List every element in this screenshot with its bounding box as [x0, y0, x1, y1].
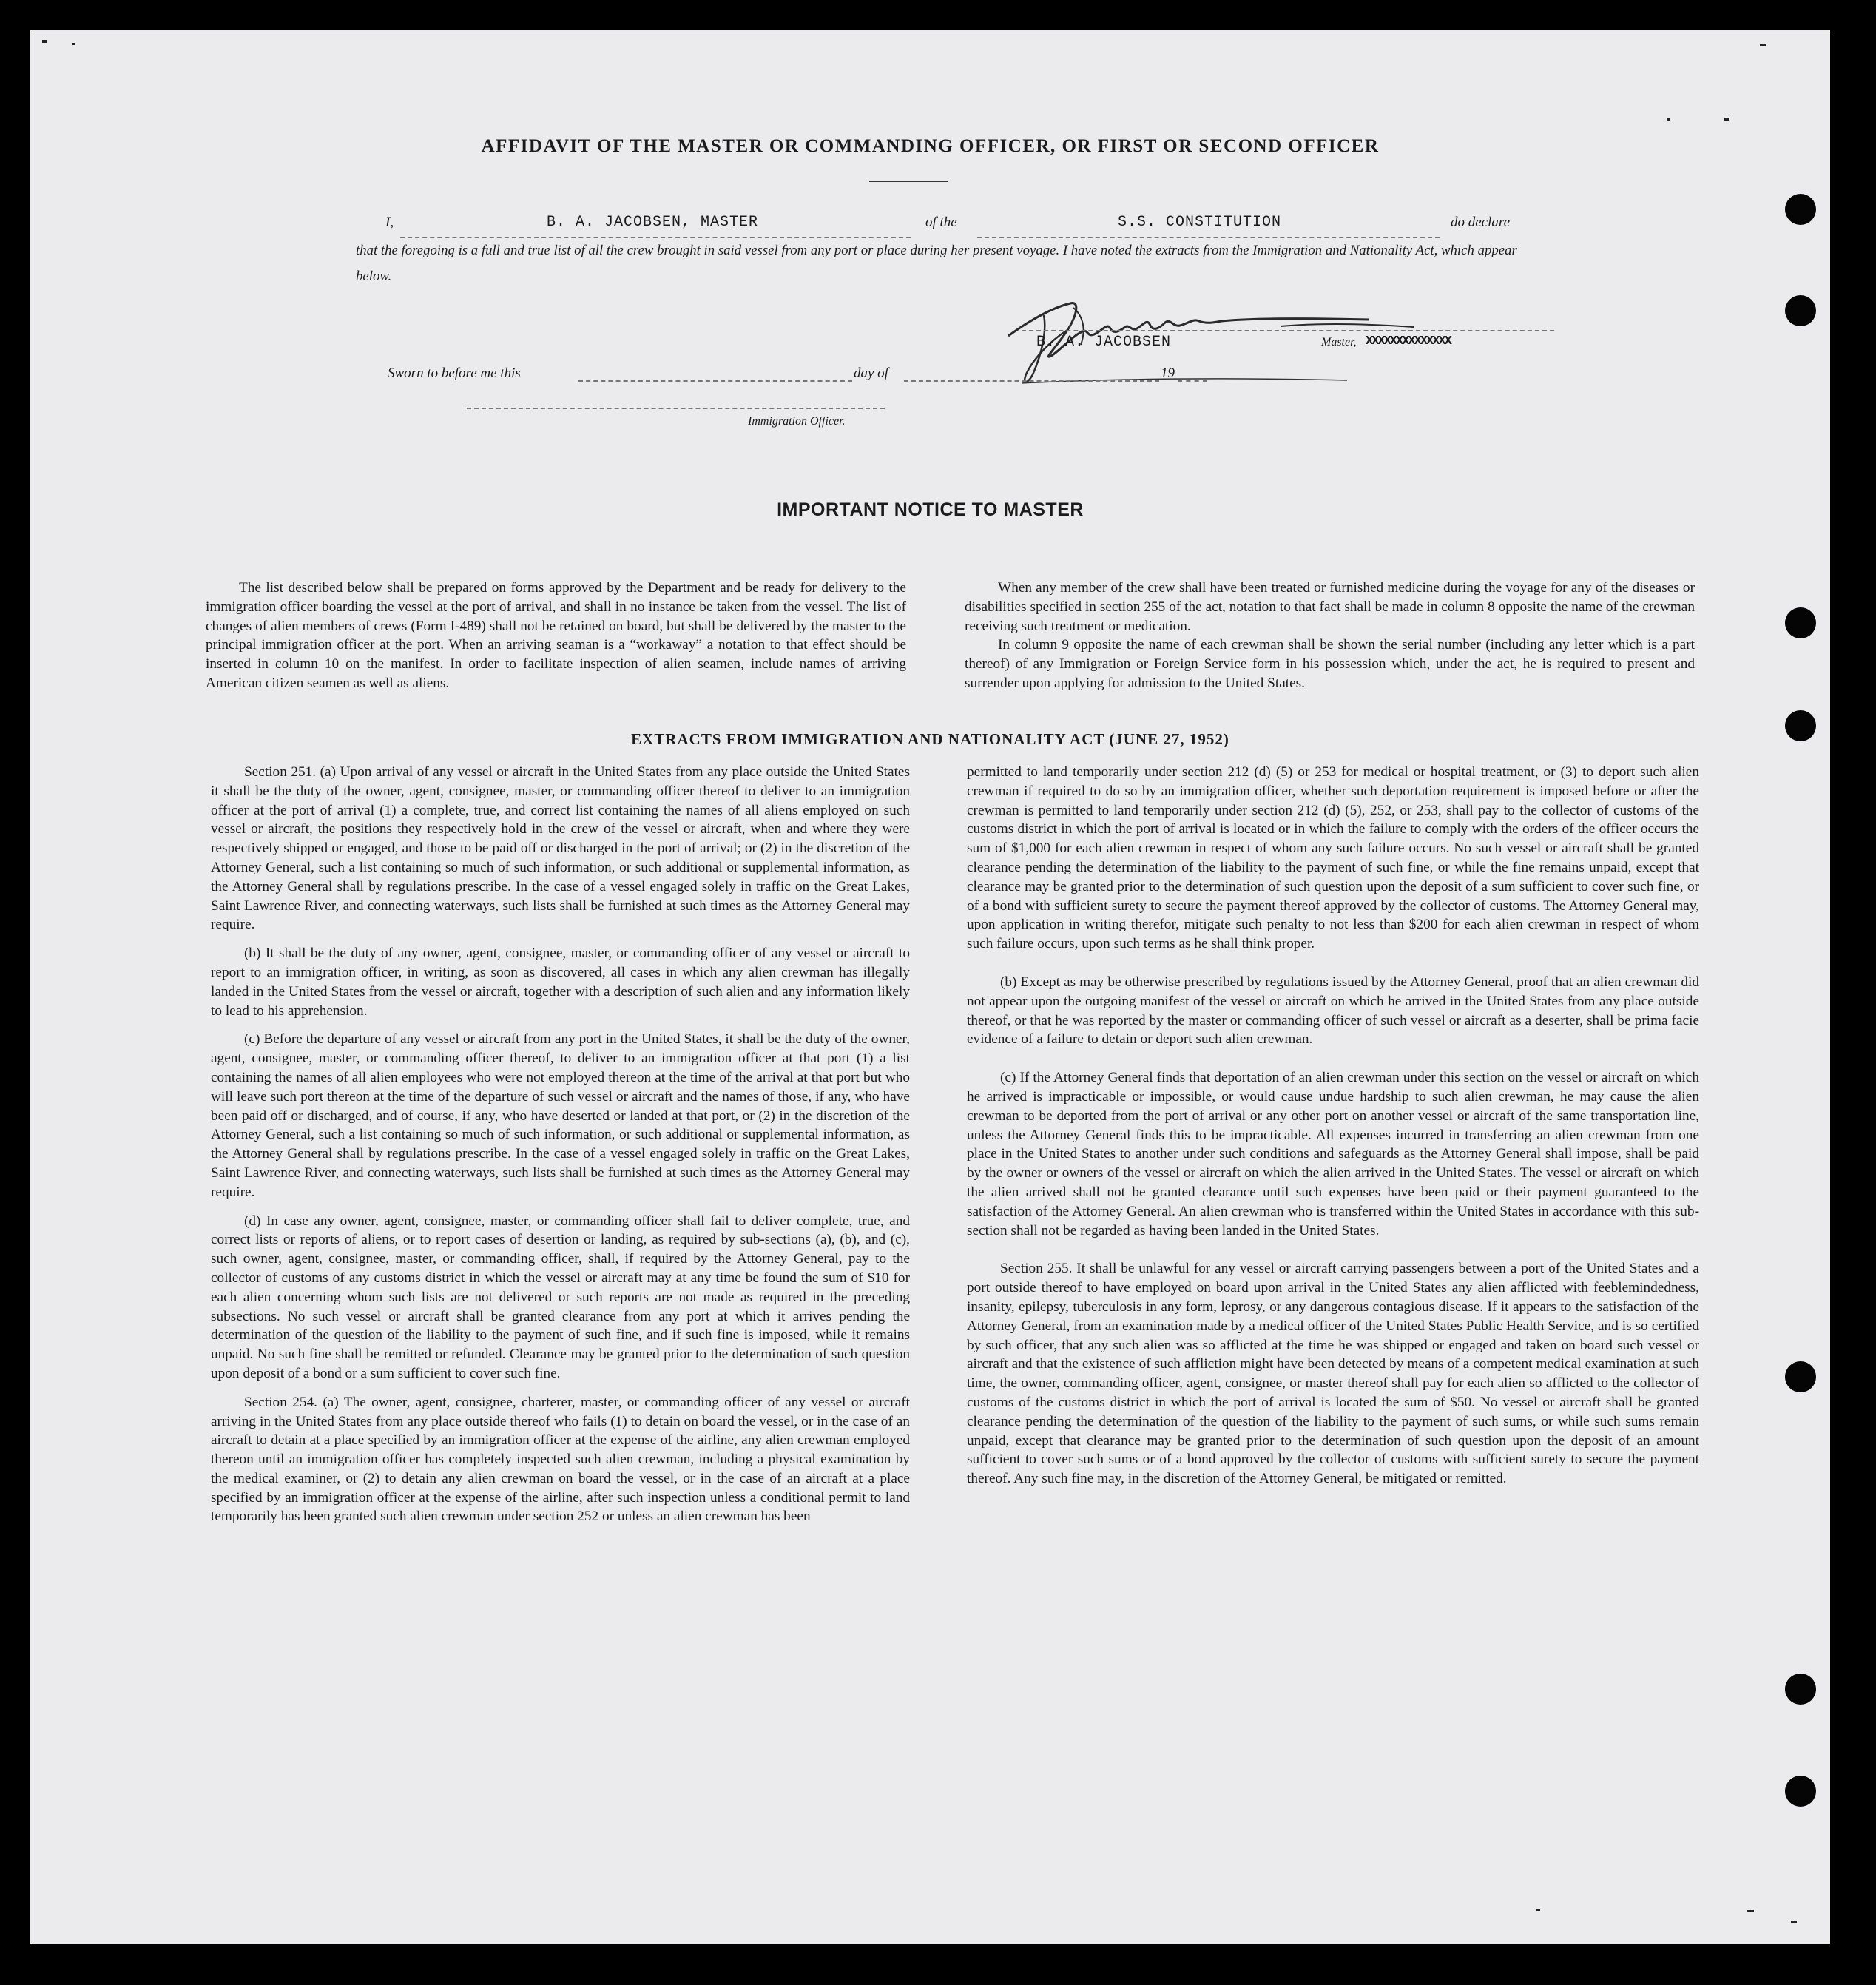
scan-speck [1724, 118, 1729, 121]
document-page [30, 30, 1830, 1944]
section-paragraph: Section 255. It shall be unlawful for any vessel or aircraft carrying passengers between a port of the United States and a port outside thereof to have employed on board upon arrival in the United States any alien afflicted with feeblemindedness, insanity, epilepsy, tuberculosis in any form, leprosy, or any dangerous contagious disease. If it appears to the satisfaction of the Attorney General, from an examination made by a medical officer of the United States Public Health Service, and is so certified by such officer, that any such alien was so afflicted at the time he was shipped or engaged and taken on board such vessel or aircraft and that the existence of such affliction might have been detected by means of a competent medical examination at such time, the owner, commanding officer, agent, consignee, or master thereof shall pay for each alien so afflicted to the collector of customs of the customs district in which the port of arrival is located the sum of $50. No vessel or aircraft shall be granted clearance pending the determination of the question of the liability to the payment of such sums, or while such sums remain unpaid, except that clearance may be granted prior to the determination of such question upon the deposit of an amount sufficient to cover such sums or of a bond approved by the collector of customs with sufficient surety to secure the payment thereof. Any such fine may, in the discretion of the Attorney General, be mitigated or remitted. [967, 1261, 1699, 1487]
binder-hole [1785, 295, 1816, 326]
scan-speck [1667, 118, 1670, 121]
sworn-day-line [578, 380, 852, 382]
section-paragraph: Section 254. (a) The owner, agent, consignee, charterer, master, or commanding officer of any vessel or aircraft arriving in the United States from any place outside thereof who fails (1) to detain on board the vessel, or in the case of an aircraft to detain at a place specified by an immigration officer at the expense of the airline, any alien crewman employed thereon until an immigration officer has completely inspected such alien crewman, including a physical examination by the medical examiner, or (2) to detain any alien crewman on board the vessel, or in the case of an aircraft at a place specified by an immigration officer at the expense of the airline, after such inspection unless a conditional permit to land temporarily has been granted such alien crewman under section 252 or unless an alien crewman has been [211, 1394, 910, 1525]
section-paragraph: (b) Except as may be otherwise prescribed by regulations issued by the Attorney General, proof that an alien crewman did not appear upon the outgoing manifest of the vessel or aircraft on which he arrived in the United States from any place outside thereof, or that he was reported by the master or commanding officer of such vessel or aircraft as a deserter, shall be prima facie evidence of a failure to detain or deport such alien crewman. [967, 974, 1699, 1048]
notice-left-column [206, 579, 906, 693]
section-paragraph: (c) Before the departure of any vessel or aircraft from any port in the United States, it shall be the duty of the owner, agent, consignee, master, or commanding officer thereof, to deliver to an immigration officer at that port (1) a list containing the names of all alien employees who were not employed thereon at the time of the arrival at that port but who will leave such port thereon at the time of the departure of such vessel or aircraft and the names of those, if any, who have been paid off or discharged, and of course, if any, who have deserted or landed at that port, or (2) in the discretion of the Attorney General, such a list containing so much of such information, or such additional or supplemental information, as the Attorney General shall by regulations prescribe. In the case of a vessel engaged solely in traffic on the Great Lakes, Saint Lawrence River, and connecting waterways, such lists shall be furnished at such times as the Attorney General may require. [211, 1031, 910, 1200]
binder-hole [1785, 194, 1816, 225]
extracts-left-column [211, 763, 910, 1526]
section-paragraph: (d) In case any owner, agent, consignee, master, or commanding officer shall fail to deliver complete, true, and correct lists or reports of aliens, or to report cases of desertion or landing, as required by sub-sections (a), (b), and (c), such owner, agent, consignee, master, or commanding officer, shall, if required by the Attorney General, pay to the collector of customs of any customs district in which the vessel or aircraft may at any time be found the sum of $10 for each alien concerning whom such lists are not delivered or such reports are not made as required in the preceding subsections. No such vessel or aircraft shall be granted clearance from any port at which it arrives pending the determination of the question of the liability to the payment of such fine, and if such fine is imposed, while it remains unpaid. No such fine shall be remitted or refunded. Clearance may be granted prior to the determination of such question upon deposit of a bond or a sum sufficient to cover such fine. [211, 1213, 910, 1381]
signature-role-label: Master, [1321, 336, 1357, 348]
extracts-title: EXTRACTS FROM IMMIGRATION AND NATIONALITY ACT (JUNE 27, 1952) [631, 730, 1229, 748]
section-paragraph: (c) If the Attorney General finds that deportation of an alien crewman under this section on the vessel or aircraft on which he arrived is impracticable or impossible, or would cause undue hardship to such alien crewman, he may cause the alien crewman to be deported from the port of arrival or any other port on another vessel or aircraft of the same transportation line, unless the Attorney General finds this to be impracticable. All expenses incurred in transferring an alien crewman from one place in the United States to another under such conditions and safeguards as the Attorney General shall impose, shall be paid by the owner or owners of the vessel or aircraft on which the alien arrived in the United States. The vessel or aircraft on which the alien arrived shall not be granted clearance until such expenses have been paid or their payment guaranteed to the satisfaction of the Attorney General. An alien crewman who is transferred within the United States in accordance with this sub-section shall not be regarded as having been landed in the United States. [967, 1070, 1699, 1238]
immigration-officer-line [467, 408, 885, 409]
notice-paragraph: In column 9 opposite the name of each crewman shall be shown the serial number (including any letter which is a part thereof) of any Immigration or Foreign Service form in his possession which, under the act, he is required to present and surrender upon applying for admission to the United States. [965, 637, 1695, 691]
vessel-name-value: S.S. CONSTITUTION [1118, 214, 1282, 231]
scan-speck [72, 43, 75, 45]
of-the-label: of the [925, 215, 957, 230]
scan-speck [1760, 44, 1766, 46]
section-paragraph: (b) It shall be the duty of any owner, agent, consignee, master, or commanding officer of any vessel or aircraft to report to an immigration officer, in writing, as soon as discovered, all cases in which any alien crewman has illegally landed in the United States from the vessel or aircraft, together with a description of such alien and any information likely to lead to his apprehension. [211, 946, 910, 1019]
scan-speck [1791, 1921, 1797, 1923]
sworn-line [388, 361, 1275, 383]
do-declare-label: do declare [1451, 215, 1511, 230]
affidavit-title: AFFIDAVIT OF THE MASTER OR COMMANDING OFFICER, OR FIRST OR SECOND OFFICER [481, 136, 1380, 156]
binder-hole [1785, 1776, 1816, 1807]
notice-paragraph: When any member of the crew shall have been treated or furnished medicine during the voyage for any of the diseases or disabilities specified in section 255 of the act, notation to that fact shall be made in column 8 opposite the name of the crewman receiving such treatment or medication. [965, 580, 1695, 634]
notice-paragraph: The list described below shall be prepared on forms approved by the Department and be ready for delivery to the immigration officer boarding the vessel at the port of arrival, and shall in no instance be taken from the vessel. The list of changes of alien members of crews (Form I-489) shall not be retained on board, but shall be delivered by the master to the principal immigration officer at the port. When an arriving seaman is a “workaway” a notation to that effect should be inserted in column 10 on the manifest. In order to facilitate inspection of alien seamen, include names of arriving American citizen seamen as well as aliens. [206, 580, 906, 691]
signature-line [1022, 330, 1554, 331]
sworn-year-line [1178, 380, 1207, 382]
extracts-right-column [967, 763, 1699, 1489]
sworn-label: Sworn to before me this [388, 365, 521, 381]
signature-printed-name: B. A. JACOBSEN [1036, 334, 1172, 351]
notice-right-column [965, 579, 1695, 693]
binder-hole [1785, 1674, 1816, 1705]
notice-title: IMPORTANT NOTICE TO MASTER [777, 499, 1084, 520]
year-label: 19 [1161, 365, 1175, 381]
declaration-text: that the foregoing is a full and true list of all the crew brought in said vessel from any port or place during her present voyage. I have noted the extracts from the Immigration and Nationality Act, which appear below. [356, 243, 1517, 284]
binder-hole [1785, 1361, 1816, 1392]
day-of-label: day of [854, 365, 888, 381]
i-label: I, [385, 215, 394, 230]
binder-hole [1785, 607, 1816, 638]
scan-speck [1747, 1910, 1754, 1912]
section-paragraph: permitted to land temporarily under section 212 (d) (5) or 253 for medical or hospital treatment, or (3) to deport such alien crewman if required to do so by an immigration officer, whether such deportation requirement is imposed before or after the crewman is permitted to land temporarily under section 212 (d) (5), 252, or 253, shall pay to the collector of customs of the customs district in which the port of arrival is located or in which the failure to comply with the orders of the officer occurs the sum of $1,000 for each alien crewman in respect of whom any such failure occurs. No such vessel or aircraft shall be granted clearance pending the determination of the liability to the payment of such fine, or while the fine remains unpaid, except that clearance may be granted prior to the determination of such question upon the deposit of a sum sufficient to cover such fine, or of a bond with sufficient surety to secure the payment thereof approved by the collector of customs. The Attorney General may, upon application in writing therefor, mitigate such penalty to not less than $200 for each alien crewman in respect of whom such failure occurs, upon such terms as he shall think proper. [967, 764, 1699, 952]
crossed-out-text: XXXXXXXXXXXXXX [1366, 334, 1451, 348]
sworn-month-line [904, 380, 1159, 382]
declaration-line [356, 213, 1547, 238]
title-rule [869, 181, 948, 182]
section-paragraph: Section 251. (a) Upon arrival of any vessel or aircraft in the United States from any place outside the United States it shall be the duty of the owner, agent, consignee, master, or commanding officer thereof to deliver to an immigration officer at the port of arrival (1) a complete, true, and correct list containing the names of all aliens employed on such vessel or aircraft, the positions they respectively hold in the crew of the vessel or aircraft, when and where they were respectively shipped or engaged, and those to be paid off or discharged in the port of arrival; or (2) in the discretion of the Attorney General, such a list containing so much of such information, or such additional or supplemental information, as the Attorney General shall by regulations prescribe. In the case of a vessel engaged solely in traffic on the Great Lakes, Saint Lawrence River, and connecting waterways, such lists shall be furnished at such times as the Attorney General may require. [211, 764, 910, 933]
scan-speck [42, 40, 47, 43]
master-name-value: B. A. JACOBSEN, MASTER [547, 214, 759, 231]
immigration-officer-label: Immigration Officer. [748, 415, 846, 428]
scan-speck [1536, 1909, 1540, 1911]
